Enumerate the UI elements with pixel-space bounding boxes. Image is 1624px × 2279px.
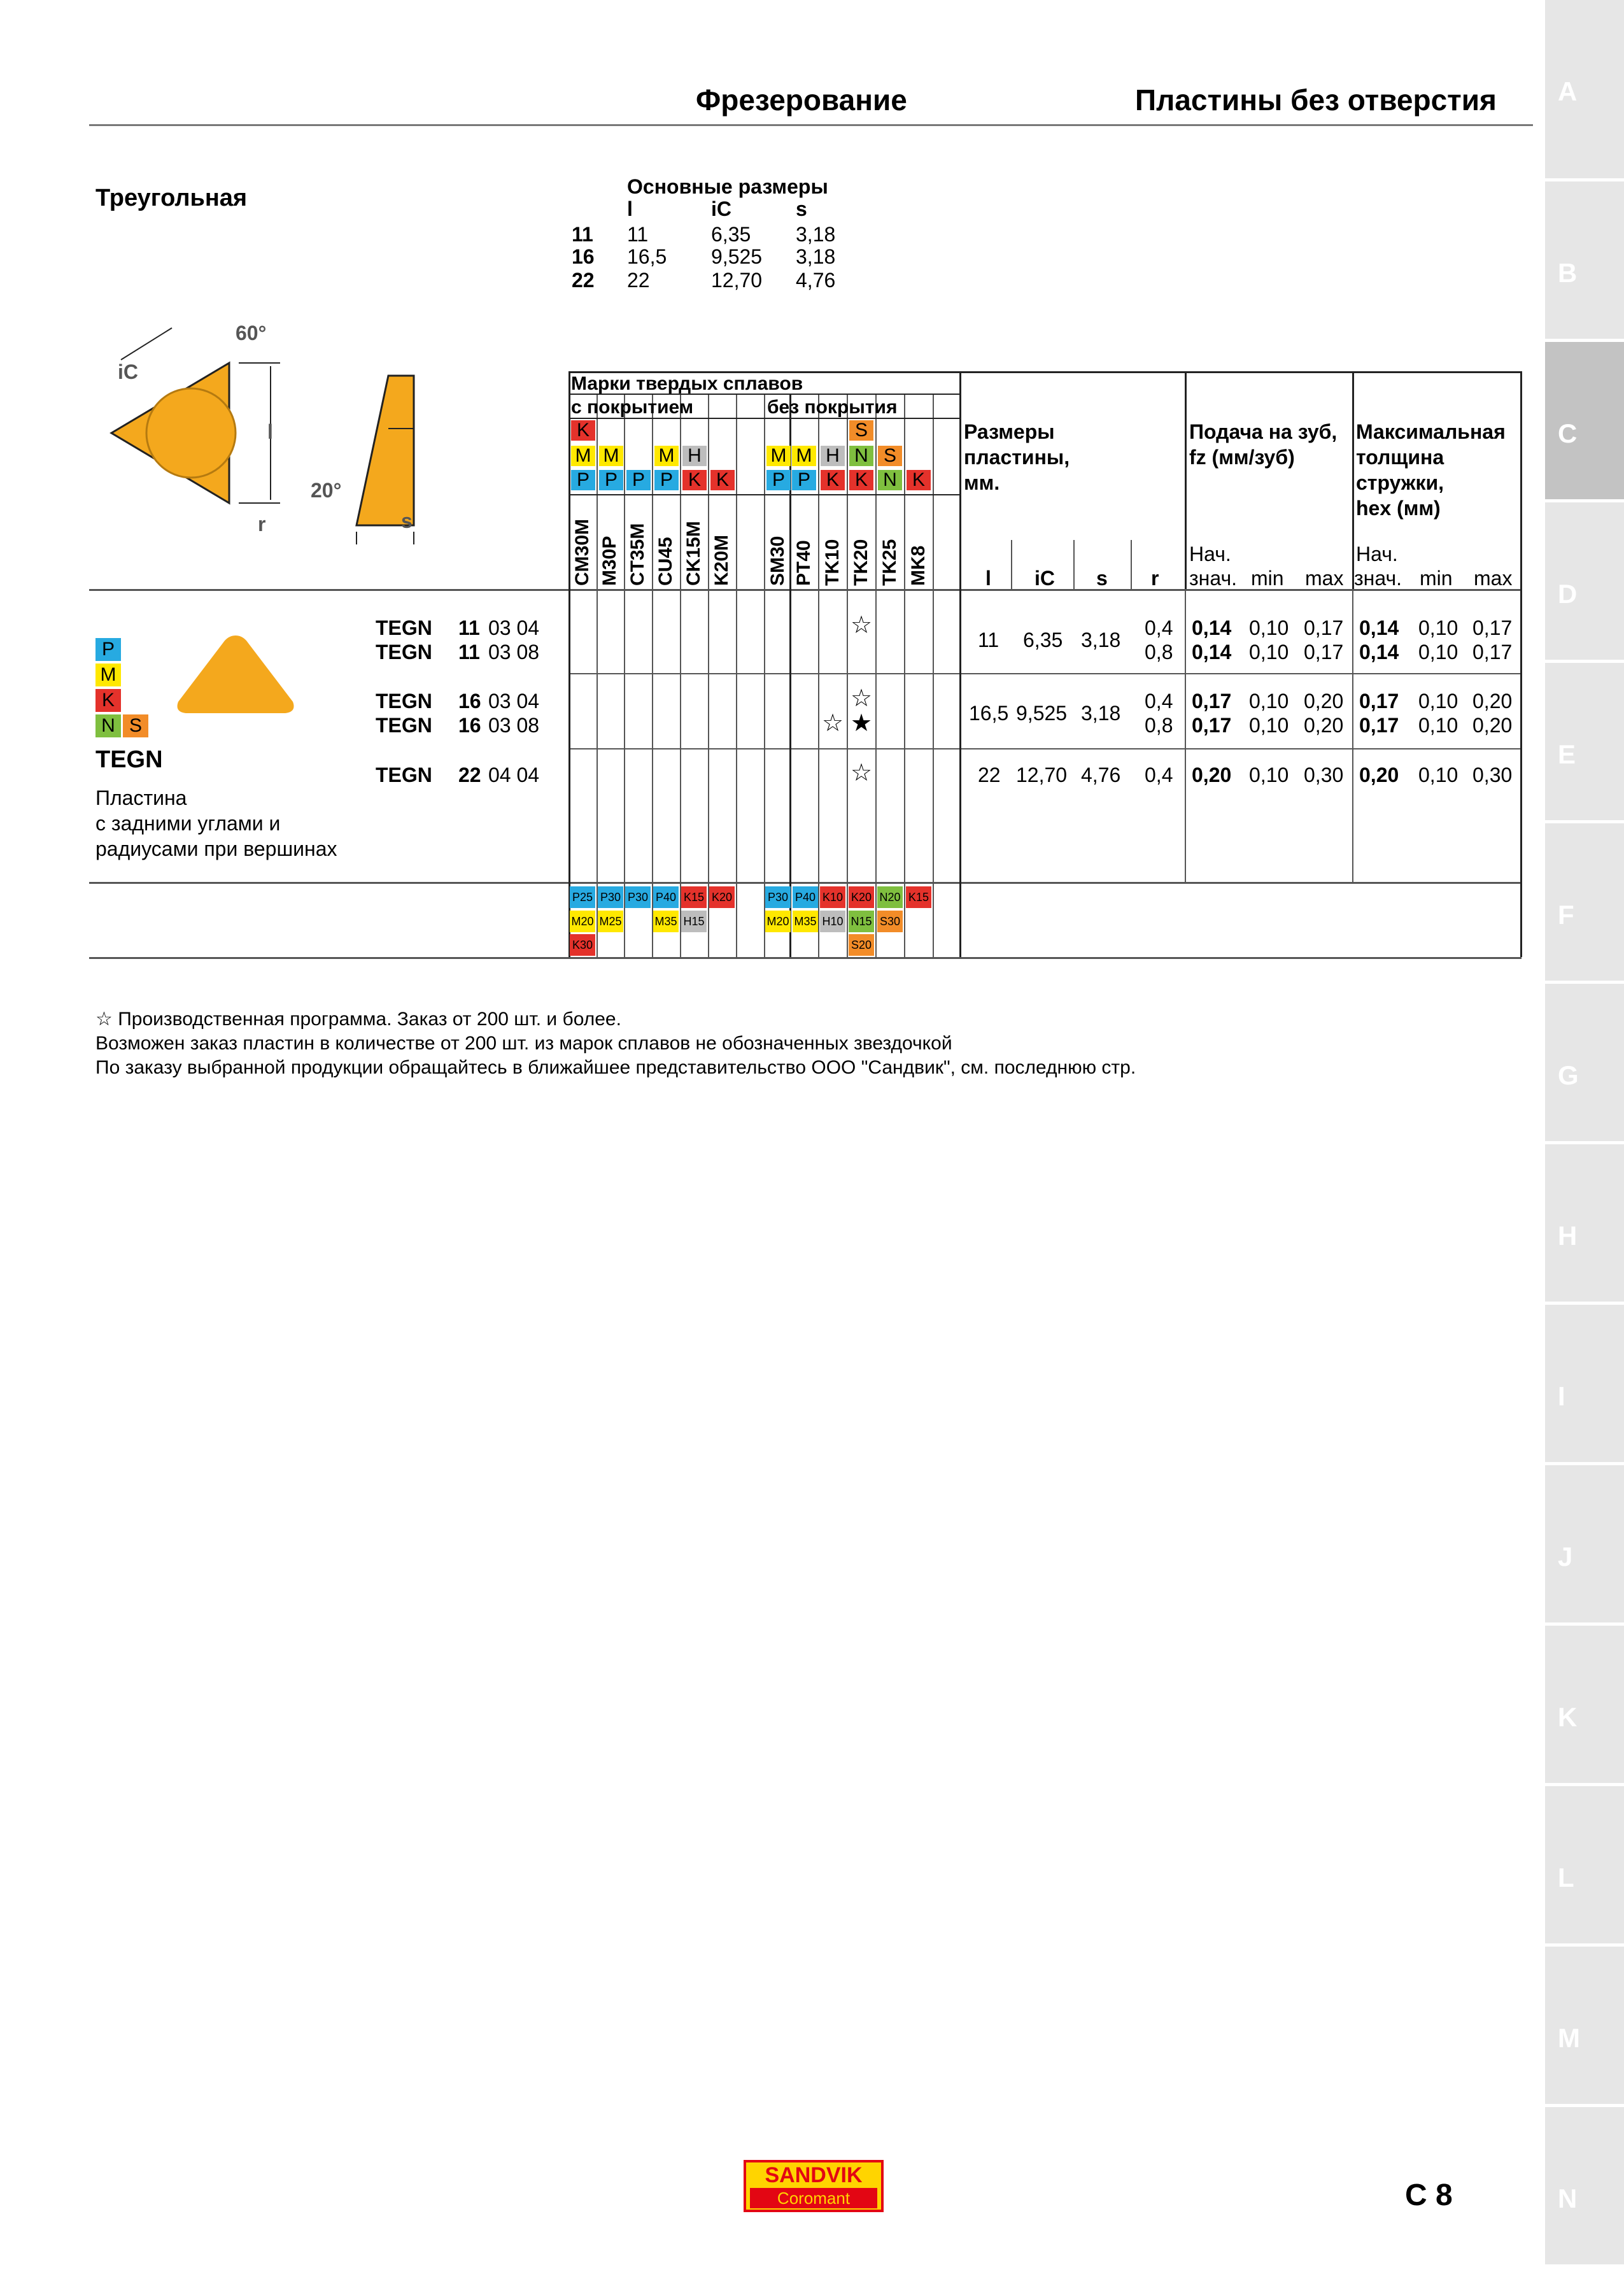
- sandvik-logo: [744, 2160, 884, 2212]
- row-name: TEGN: [376, 616, 432, 639]
- side-tab-label: I: [1558, 1381, 1565, 1411]
- hex-title-3: стружки,: [1356, 471, 1444, 494]
- grid-vline: [1131, 540, 1132, 589]
- hex-start-1: Нач.: [1356, 543, 1398, 565]
- side-tab-label: A: [1558, 76, 1578, 106]
- application-code: H15: [681, 911, 707, 932]
- row-code: 03 04: [488, 690, 540, 713]
- grid-vline: [568, 371, 570, 957]
- iso-cell-m: M: [571, 446, 595, 466]
- open-star-icon: ☆: [851, 612, 873, 639]
- side-tab-n[interactable]: [1545, 2107, 1624, 2264]
- header-rule: [89, 124, 1533, 126]
- iso-cell-p: P: [654, 470, 679, 490]
- row-sep-1: [568, 673, 1522, 674]
- iso-cell-k: K: [849, 470, 873, 490]
- application-code: N20: [877, 886, 903, 908]
- row-hex-start: 0,14: [1359, 616, 1399, 639]
- iso-cell-n: N: [878, 470, 902, 490]
- row-name: TEGN: [376, 714, 432, 737]
- side-tab-label: M: [1558, 2023, 1580, 2053]
- shape-title: Треугольная: [95, 185, 248, 211]
- row-fz-start: 0,14: [1192, 616, 1232, 639]
- hex-start-2: знач.: [1354, 567, 1402, 590]
- row-s: 3,18: [1081, 628, 1121, 651]
- application-code: S20: [849, 934, 874, 956]
- side-tab-f[interactable]: [1545, 823, 1624, 981]
- iso-cell-p: P: [626, 470, 651, 490]
- dims-col-ic: iC: [711, 197, 731, 220]
- side-tab-label: J: [1558, 1542, 1573, 1572]
- iso-legend-k: K: [95, 689, 121, 712]
- grid-vline: [1352, 371, 1354, 589]
- application-code: P30: [765, 886, 791, 908]
- dims-row-l: 11: [627, 223, 649, 246]
- row-ic: 12,70: [1016, 763, 1068, 786]
- grid-vline: [680, 395, 681, 957]
- application-code: M35: [653, 911, 679, 932]
- grades-title: Марки твердых сплавов: [571, 373, 803, 394]
- row-name: TEGN: [376, 690, 432, 713]
- footnote-1: ☆ Производственная программа. Заказ от 200 шт. и более.: [95, 1009, 621, 1030]
- iso-cell-h: H: [821, 446, 845, 466]
- application-code: S30: [877, 911, 903, 932]
- grid-vline: [1520, 371, 1522, 957]
- table-apps-top: [89, 882, 1522, 884]
- grid-vline: [1011, 540, 1012, 589]
- angle-top-label: 60°: [236, 322, 267, 344]
- side-tab-b[interactable]: [1545, 181, 1624, 339]
- dims-row-ic: 6,35: [711, 223, 751, 246]
- insert-drawing: [95, 315, 452, 544]
- row-s: 3,18: [1081, 702, 1121, 725]
- iso-cell-k: K: [682, 470, 707, 490]
- grade-name: SM30: [767, 536, 788, 586]
- side-tab-m[interactable]: [1545, 1947, 1624, 2104]
- label-ic: iC: [118, 360, 138, 383]
- row-l: 22: [978, 763, 1001, 786]
- iso-cell-m: M: [599, 446, 623, 466]
- label-s: s: [401, 509, 413, 532]
- application-code: P40: [653, 886, 679, 908]
- label-r: r: [258, 513, 266, 536]
- page-number: C 8: [1405, 2178, 1453, 2212]
- side-tab-label: H: [1558, 1221, 1578, 1251]
- row-fz-start: 0,20: [1192, 763, 1232, 786]
- row-hex-start: 0,17: [1359, 690, 1399, 713]
- row-l: 11: [978, 628, 999, 651]
- row-fz-max: 0,20: [1304, 714, 1344, 737]
- grid-vline: [764, 395, 765, 957]
- insert-name: TEGN: [95, 746, 163, 773]
- row-fz-start: 0,14: [1192, 641, 1232, 664]
- dims-row-ic: 12,70: [711, 269, 763, 292]
- application-code: K15: [681, 886, 707, 908]
- table-bottom: [89, 957, 1522, 959]
- side-tab-label: G: [1558, 1060, 1579, 1090]
- grade-name: PT40: [793, 540, 814, 586]
- grid-vline: [736, 395, 737, 957]
- row-fz-max: 0,30: [1304, 763, 1344, 786]
- iso-cell-n: N: [849, 446, 873, 466]
- dims-col-s: s: [796, 197, 807, 220]
- row-hex-max: 0,17: [1472, 641, 1513, 664]
- row-fz-min: 0,10: [1249, 641, 1289, 664]
- row-hex-max: 0,20: [1472, 714, 1513, 737]
- coated-title: с покрытием: [571, 397, 694, 418]
- row-hex-max: 0,17: [1472, 616, 1513, 639]
- grid-vline: [904, 395, 905, 957]
- iso-cell-p: P: [766, 470, 791, 490]
- row-fz-min: 0,10: [1249, 763, 1289, 786]
- application-code: N15: [849, 911, 874, 932]
- row-fz-max: 0,20: [1304, 690, 1344, 713]
- open-star-icon: ☆: [851, 685, 873, 712]
- side-tab-label: N: [1558, 2183, 1578, 2213]
- side-tab-label: F: [1558, 900, 1574, 930]
- grade-name: CU45: [655, 537, 676, 586]
- grade-name: CT35M: [627, 523, 648, 586]
- grid-vline: [708, 395, 709, 957]
- row-fz-min: 0,10: [1249, 616, 1289, 639]
- grade-name: M30P: [599, 536, 620, 586]
- application-code: M20: [765, 911, 791, 932]
- dims-row-ic: 9,525: [711, 245, 763, 268]
- angle-side-label: 20°: [311, 479, 342, 502]
- dims-row-size: 11: [572, 223, 593, 246]
- logo-top: SANDVIK: [765, 2163, 863, 2187]
- hex-min: min: [1420, 567, 1453, 590]
- insert-triangle-icon: [172, 630, 299, 720]
- application-code: P40: [793, 886, 818, 908]
- feed-start-2: знач.: [1189, 567, 1237, 590]
- row-code: 03 08: [488, 714, 540, 737]
- main-dims-title: Основные размеры: [627, 175, 828, 198]
- row-name: TEGN: [376, 763, 432, 786]
- row-fz-max: 0,17: [1304, 616, 1344, 639]
- hex-max: max: [1474, 567, 1513, 590]
- grid-vline: [933, 395, 934, 957]
- application-code: P30: [625, 886, 651, 908]
- row-hex-max: 0,30: [1472, 763, 1513, 786]
- grade-iso-rule: [568, 494, 959, 495]
- application-code: M20: [570, 911, 595, 932]
- footnote-2: Возможен заказ пластин в количестве от 200 шт. из марок сплавов не обозначенных звездочкой: [95, 1033, 952, 1054]
- col-l: l: [985, 567, 991, 590]
- row-l: 16,5: [969, 702, 1009, 725]
- iso-cell-m: M: [654, 446, 679, 466]
- application-code: K20: [849, 886, 874, 908]
- iso-legend-p: P: [95, 638, 121, 661]
- hex-title-4: hex (мм): [1356, 497, 1441, 520]
- side-tab-label: D: [1558, 579, 1578, 609]
- application-code: K15: [906, 886, 931, 908]
- row-code: 03 08: [488, 641, 540, 664]
- side-tab-h[interactable]: [1545, 1144, 1624, 1302]
- row-name: TEGN: [376, 641, 432, 664]
- grid-vline: [818, 395, 819, 957]
- side-tab-a[interactable]: [1545, 0, 1624, 178]
- grade-name: CM30M: [572, 518, 593, 586]
- side-tab-label: B: [1558, 258, 1578, 288]
- row-hex-min: 0,10: [1418, 763, 1458, 786]
- grid-vline: [624, 395, 625, 957]
- row-size: 22: [458, 763, 481, 786]
- dims-row-size: 16: [572, 245, 595, 268]
- dims-row-s: 4,76: [796, 269, 836, 292]
- row-ic: 9,525: [1016, 702, 1068, 725]
- open-star-icon: ☆: [822, 710, 844, 737]
- col-s: s: [1096, 567, 1108, 590]
- row-fz-min: 0,10: [1249, 690, 1289, 713]
- row-code: 03 04: [488, 616, 540, 639]
- iso-cell-h: H: [682, 446, 707, 466]
- application-code: H10: [820, 911, 845, 932]
- iso-legend-s: S: [123, 714, 148, 737]
- grid-vline: [1185, 589, 1186, 882]
- row-fz-start: 0,17: [1192, 714, 1232, 737]
- sizes-title-1: Размеры: [964, 420, 1055, 443]
- row-r: 0,4: [1145, 616, 1173, 639]
- open-star-icon: ☆: [851, 760, 873, 786]
- side-tab-label: L: [1558, 1863, 1574, 1892]
- grid-vline: [875, 395, 877, 957]
- dims-row-s: 3,18: [796, 223, 836, 246]
- application-code: M25: [598, 911, 623, 932]
- hex-title-1: Максимальная: [1356, 420, 1506, 443]
- side-tab-label: E: [1558, 739, 1576, 769]
- row-sep-2: [568, 748, 1522, 749]
- iso-cell-k: K: [571, 420, 595, 441]
- row-code: 04 04: [488, 763, 540, 786]
- row-fz-min: 0,10: [1249, 714, 1289, 737]
- application-code: P30: [598, 886, 623, 908]
- grade-name: MK8: [908, 545, 929, 586]
- hex-title-2: толщина: [1356, 446, 1444, 469]
- row-r: 0,8: [1145, 641, 1173, 664]
- application-code: M35: [793, 911, 818, 932]
- grade-name: TK10: [822, 539, 843, 586]
- side-tab-j[interactable]: [1545, 1465, 1624, 1622]
- row-size: 16: [458, 690, 481, 713]
- iso-cell-p: P: [571, 470, 595, 490]
- iso-cell-p: P: [599, 470, 623, 490]
- iso-cell-k: K: [710, 470, 735, 490]
- row-size: 11: [458, 616, 480, 639]
- row-hex-start: 0,14: [1359, 641, 1399, 664]
- grade-name: CK15M: [683, 521, 704, 586]
- iso-cell-s: S: [878, 446, 902, 466]
- grade-name: TK25: [879, 539, 900, 586]
- row-hex-min: 0,10: [1418, 714, 1458, 737]
- iso-cell-p: P: [792, 470, 816, 490]
- side-tab-i[interactable]: [1545, 1305, 1624, 1462]
- grid-vline: [959, 371, 961, 957]
- application-code: K30: [570, 934, 595, 956]
- sizes-title-2: пластины,: [964, 446, 1070, 469]
- iso-cell-k: K: [821, 470, 845, 490]
- subsection-title: Пластины без отверстия: [1135, 83, 1497, 117]
- side-tab-g[interactable]: [1545, 984, 1624, 1141]
- iso-cell-m: M: [792, 446, 816, 466]
- iso-legend-n: N: [95, 714, 121, 737]
- iso-cell-s: S: [849, 420, 873, 441]
- row-size: 16: [458, 714, 481, 737]
- iso-cell-k: K: [907, 470, 931, 490]
- application-code: K20: [709, 886, 735, 908]
- dims-row-l: 16,5: [627, 245, 667, 268]
- side-tab-l[interactable]: [1545, 1786, 1624, 1943]
- iso-cell-m: M: [766, 446, 791, 466]
- row-fz-start: 0,17: [1192, 690, 1232, 713]
- row-s: 4,76: [1081, 763, 1121, 786]
- dims-row-l: 22: [627, 269, 650, 292]
- application-code: P25: [570, 886, 595, 908]
- grid-vline: [1352, 589, 1353, 882]
- row-hex-min: 0,10: [1418, 616, 1458, 639]
- insert-desc-2: с задними углами и: [95, 812, 281, 835]
- feed-title-2: fz (мм/зуб): [1189, 446, 1295, 469]
- feed-title-1: Подача на зуб,: [1189, 420, 1338, 443]
- row-hex-min: 0,10: [1418, 641, 1458, 664]
- grid-vline: [597, 395, 598, 957]
- side-tab-label: K: [1558, 1702, 1578, 1732]
- col-ic: iC: [1034, 567, 1055, 590]
- logo-bottom: Coromant: [750, 2188, 877, 2208]
- side-tab-d[interactable]: [1545, 502, 1624, 660]
- row-hex-min: 0,10: [1418, 690, 1458, 713]
- grid-vline: [652, 395, 653, 957]
- row-r: 0,8: [1145, 714, 1173, 737]
- feed-max: max: [1305, 567, 1344, 590]
- filled-star-icon: ★: [851, 710, 873, 737]
- feed-min: min: [1251, 567, 1284, 590]
- row-ic: 6,35: [1023, 628, 1063, 651]
- section-title: Фрезерование: [696, 83, 907, 117]
- row-hex-max: 0,20: [1472, 690, 1513, 713]
- application-code: K10: [820, 886, 845, 908]
- label-l: l: [267, 420, 273, 443]
- insert-desc-3: радиусами при вершинах: [95, 837, 337, 860]
- insert-desc-1: Пластина: [95, 786, 187, 809]
- row-r: 0,4: [1145, 690, 1173, 713]
- grid-vline: [1073, 540, 1075, 589]
- dims-col-l: l: [627, 197, 633, 220]
- grid-vline: [847, 395, 848, 957]
- dims-row-size: 22: [572, 269, 595, 292]
- side-tab-e[interactable]: [1545, 663, 1624, 820]
- col-r: r: [1151, 567, 1159, 590]
- row-hex-start: 0,17: [1359, 714, 1399, 737]
- footnote-3: По заказу выбранной продукции обращайтесь в ближайшее представительство ООО "Сандвик", см. последнюю стр.: [95, 1057, 1136, 1078]
- sizes-title-3: мм.: [964, 471, 1000, 494]
- side-tab-c[interactable]: [1545, 342, 1624, 499]
- dims-row-s: 3,18: [796, 245, 836, 268]
- iso-legend-m: M: [95, 664, 121, 686]
- side-tab-k[interactable]: [1545, 1626, 1624, 1783]
- row-fz-max: 0,17: [1304, 641, 1344, 664]
- feed-start-1: Нач.: [1189, 543, 1231, 565]
- row-hex-start: 0,20: [1359, 763, 1399, 786]
- uncoated-title: без покрытия: [767, 397, 898, 418]
- row-size: 11: [458, 641, 480, 664]
- grid-vline: [1185, 371, 1187, 589]
- grade-name: TK20: [851, 539, 872, 586]
- grade-name: K20M: [711, 534, 732, 586]
- side-tab-label: C: [1558, 418, 1578, 448]
- row-r: 0,4: [1145, 763, 1173, 786]
